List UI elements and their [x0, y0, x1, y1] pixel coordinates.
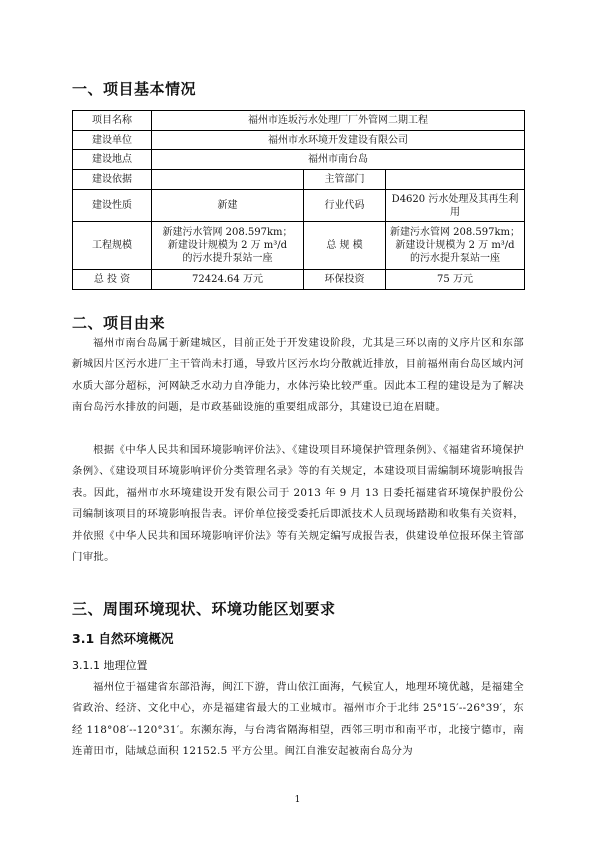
- construction-unit-value: 福州市水环境开发建设有限公司: [152, 131, 525, 150]
- table-row: [73, 111, 525, 131]
- env-investment-value: 75 万元: [386, 270, 525, 290]
- section-2-paragraph-1: 福州市南台岛属于新建城区，目前正处于开发建设阶段，尤其是三环以南的义序片区和东部新城因片区污水进厂主干管尚未打通，导致片区污水均分散就近排放，目前福州南台岛区域内河水质大部分超标，河网缺乏水动力自净能力，水体污染比较严重。因此本工程的建设是为了解决南台岛污水排放的问题，是市政基础设施的重要组成部分，其建设已迫在眉睫。: [72, 337, 524, 414]
- table-row: [73, 190, 525, 222]
- industry-code-value: D4620 污水处理及其再生利用: [386, 190, 525, 222]
- section-2-title: 二、项目由来: [72, 314, 166, 332]
- section-2-paragraph-2: 根据《中华人民共和国环境影响评价法》、《建设项目环境保护管理条例》、《福建省环境保护条例》、《建设项目环境影响评价分类管理名录》等的有关规定，本建设项目需编制环境影响报告表。因此，福州市水环境建设开发有限公司于 2013 年 9 月 13 日委托福建省环境保护股份公司编制该项目的环境影响报告表。评价单位接受委托后即派技术人员现场踏勘和收集有关资料，并依照《中华人民共和国环境影响评价法》等有关规定编写成报告表，供建设单位报环保主管部门审批。: [72, 444, 524, 564]
- construction-unit-label: 建设单位: [73, 131, 152, 150]
- table-row: [73, 131, 525, 150]
- construction-nature-value: 新建: [152, 190, 304, 222]
- project-info-table: [72, 110, 525, 290]
- table-row: [73, 222, 525, 270]
- project-scale-line: 新建设计规模为 2 万 m³/d: [167, 240, 288, 251]
- construction-basis-value: [152, 170, 304, 190]
- section-3-title: 三、周围环境现状、环境功能区划要求: [72, 600, 336, 618]
- total-scale-line: 的污水提升泵站一座: [410, 253, 500, 264]
- table-row: [73, 150, 525, 170]
- industry-code-label: 行业代码: [304, 190, 386, 222]
- table-row: [73, 270, 525, 290]
- project-scale-line: 的污水提升泵站一座: [182, 253, 273, 264]
- construction-nature-label: 建设性质: [73, 190, 152, 222]
- project-scale-label: 工程规模: [73, 222, 152, 270]
- total-scale-label: 总 规 模: [304, 222, 386, 270]
- table-row: [73, 170, 525, 190]
- total-investment-label: 总 投 资: [73, 270, 152, 290]
- total-scale-value: [386, 222, 525, 270]
- subsection-3-1-1-title: 3.1.1 地理位置: [72, 659, 148, 672]
- env-investment-label: 环保投资: [304, 270, 386, 290]
- section-3-paragraph-1: 福州位于福建省东部沿海，闽江下游，背山依江面海，气候宜人，地理环境优越，是福建全省政治、经济、文化中心，亦是福建省最大的工业城市。福州市介于北纬 25°15′--26°39′，东经 118°08′--120°31′。东濒东海，与台湾省隔海相望，西邻三明市和南平市，北接宁德市，南连莆田市，陆域总面积 12152.5 平方公里。闽江自淮安起被南台岛分为: [72, 681, 524, 758]
- project-name-label: 项目名称: [73, 111, 152, 131]
- total-investment-value: 72424.64 万元: [152, 270, 304, 290]
- total-scale-line: 新建设计规模为 2 万 m³/d: [395, 240, 515, 251]
- project-scale-line: 新建污水管网 208.597km；: [162, 227, 293, 238]
- authority-value: [386, 170, 525, 190]
- authority-label: 主管部门: [304, 170, 386, 190]
- page-number: 1: [294, 795, 301, 805]
- construction-basis-label: 建设依据: [73, 170, 152, 190]
- section-1-title: 一、项目基本情况: [72, 80, 197, 98]
- total-scale-line: 新建污水管网 208.597km；: [389, 227, 521, 238]
- construction-site-value: 福州市南台岛: [152, 150, 525, 170]
- construction-site-label: 建设地点: [73, 150, 152, 170]
- subsection-3-1-title: 3.1 自然环境概况: [72, 631, 174, 646]
- project-scale-value: [152, 222, 304, 270]
- project-name-value: 福州市连坂污水处理厂厂外管网二期工程: [152, 111, 525, 131]
